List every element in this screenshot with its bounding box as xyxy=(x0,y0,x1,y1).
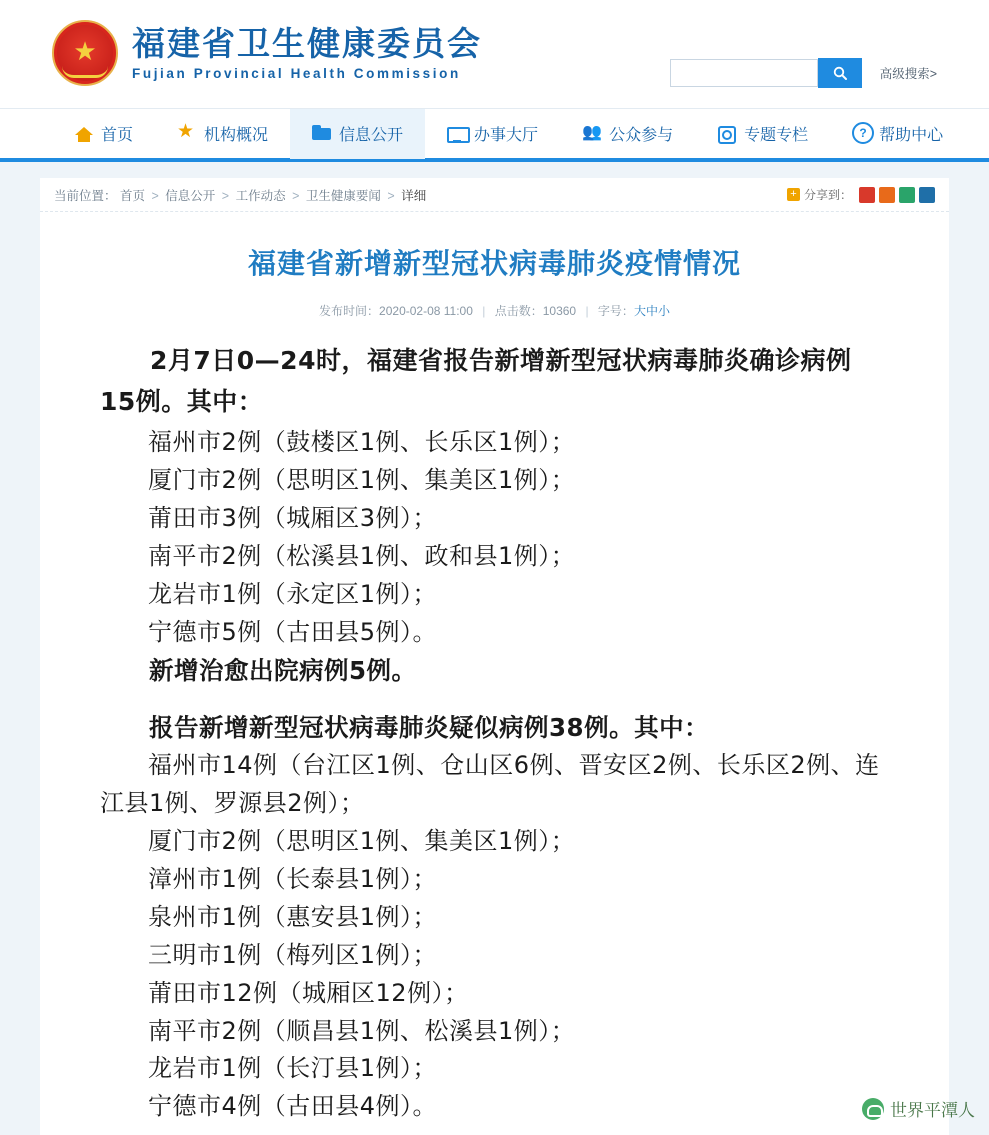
article-paragraph: 南平市2例（顺昌县1例、松溪县1例）； xyxy=(148,1016,576,1045)
nav-label: 专题专栏 xyxy=(744,127,809,144)
breadcrumb-separator: > xyxy=(292,188,300,203)
breadcrumb-separator: > xyxy=(221,188,230,203)
article-paragraph: 厦门市2例（思明区1例、集美区1例）； xyxy=(148,466,576,495)
hits-label: 点击数： xyxy=(494,304,543,319)
article-paragraph: 福州市2例（鼓楼区1例、长乐区1例）； xyxy=(148,428,576,457)
breadcrumb-separator: > xyxy=(387,188,395,203)
search-icon xyxy=(832,65,848,81)
search-button[interactable] xyxy=(818,58,862,88)
article-paragraph: 莆田市12例（城厢区12例）； xyxy=(148,978,469,1007)
advanced-search-link[interactable]: 高级搜索> xyxy=(879,67,937,81)
article-paragraph: 报告新增新型冠状病毒肺炎疑似病例38例。其中： xyxy=(149,712,710,742)
help-icon xyxy=(852,124,872,144)
watermark-text: 世界平潭人 xyxy=(890,1101,975,1121)
hits-count: 10360 xyxy=(542,304,577,319)
nav-label: 机构概况 xyxy=(204,127,269,144)
article-paper xyxy=(40,178,949,1135)
share-plus-icon[interactable]: + xyxy=(787,188,800,201)
article-paragraph: 宁德市4例（古田县4例）。 xyxy=(148,1092,438,1121)
search-area xyxy=(670,58,937,88)
breadcrumb-separator: > xyxy=(151,188,159,203)
nav-label: 办事大厅 xyxy=(474,127,539,144)
search-input[interactable] xyxy=(670,59,818,87)
site-logo[interactable] xyxy=(52,20,482,86)
nav-item-home[interactable] xyxy=(52,109,155,159)
national-emblem-icon xyxy=(52,20,118,86)
breadcrumb-item-home[interactable]: 首页 xyxy=(120,188,146,203)
meta-separator: | xyxy=(482,304,486,319)
paragraph-spacer xyxy=(100,691,885,709)
wechat-badge-icon xyxy=(862,1098,884,1120)
nav-item-help-center[interactable] xyxy=(830,109,965,159)
emblem-star-icon: ★ xyxy=(73,35,97,66)
nav-item-service-hall[interactable] xyxy=(425,109,560,159)
site-header xyxy=(0,0,989,108)
share-label: 分享到： xyxy=(803,188,852,202)
breadcrumb-prefix: 当前位置： xyxy=(54,188,117,203)
meta-separator: | xyxy=(585,304,589,319)
fontsize-label: 字号： xyxy=(597,304,634,319)
people-icon xyxy=(582,124,602,144)
nav-label: 首页 xyxy=(101,127,134,144)
article-paragraph: 三明市1例（梅列区1例）； xyxy=(148,940,438,969)
breadcrumb-item-health-news[interactable]: 卫生健康要闻 xyxy=(305,188,381,203)
publish-time: 2020-02-08 11:00 xyxy=(379,304,473,319)
nav-item-public-participation[interactable] xyxy=(560,109,695,159)
article-paragraph: 莆田市3例（城厢区3例）； xyxy=(148,504,438,533)
article-paragraph: 新增治愈出院病例5例。 xyxy=(149,655,417,685)
tencent-weibo-icon[interactable] xyxy=(879,187,895,203)
article-paragraph: 南平市2例（松溪县1例、政和县1例）； xyxy=(148,542,576,571)
breadcrumb xyxy=(54,186,426,204)
article-paragraph: 龙岩市1例（长汀县1例）； xyxy=(148,1054,438,1083)
site-title-cn: 福建省卫生健康委员会 xyxy=(132,24,482,64)
main-nav xyxy=(0,108,989,162)
renren-icon[interactable] xyxy=(919,187,935,203)
home-icon xyxy=(74,124,94,144)
page-title: 福建省新增新型冠状病毒肺炎疫情情况 xyxy=(247,247,741,280)
content-wrapper xyxy=(0,162,989,1135)
breadcrumb-item-work-news[interactable]: 工作动态 xyxy=(235,188,286,203)
sina-weibo-icon[interactable] xyxy=(859,187,875,203)
nav-item-organization[interactable] xyxy=(155,109,290,159)
site-title-en: Fujian Provincial Health Commission xyxy=(132,65,461,81)
article-paragraph: 泉州市1例（惠安县1例）； xyxy=(148,902,438,931)
breadcrumb-item-disclosure[interactable]: 信息公开 xyxy=(165,188,216,203)
article-paragraph: 龙岩市1例（永定区1例）； xyxy=(148,580,438,609)
site-titles xyxy=(132,25,482,81)
watermark xyxy=(862,1096,975,1121)
article-paragraph: 漳州市1例（长泰县1例）； xyxy=(148,864,438,893)
nav-item-special-topics[interactable] xyxy=(695,109,830,159)
nav-label: 信息公开 xyxy=(339,127,404,144)
publish-label: 发布时间： xyxy=(319,304,380,319)
star-icon xyxy=(177,124,197,144)
emblem-wheat-icon xyxy=(62,66,108,78)
nav-label: 公众参与 xyxy=(609,127,674,144)
wechat-icon[interactable] xyxy=(899,187,915,203)
nav-label: 帮助中心 xyxy=(879,127,944,144)
fontsize-options[interactable]: 大中小 xyxy=(633,304,670,319)
article-paragraph: 宁德市5例（古田县5例）。 xyxy=(148,617,438,646)
breadcrumb-current: 详细 xyxy=(401,188,427,203)
monitor-icon xyxy=(447,124,467,144)
article-paragraph: 福州市14例（台江区1例、仓山区6例、晋安区2例、长乐区2例、连江县1例、罗源县2例）； xyxy=(100,751,880,818)
share-bar xyxy=(787,186,935,203)
tag-icon xyxy=(717,124,737,144)
breadcrumb-bar xyxy=(40,178,949,212)
nav-item-information-disclosure[interactable] xyxy=(290,109,425,159)
article-paragraph: 2月7日0—24时，福建省报告新增新型冠状病毒肺炎确诊病例15例。其中： xyxy=(100,346,852,416)
article-paragraph: 厦门市2例（思明区1例、集美区1例）； xyxy=(148,827,576,856)
article-meta xyxy=(40,302,949,319)
article-body xyxy=(100,341,885,1126)
folder-icon xyxy=(312,124,332,144)
